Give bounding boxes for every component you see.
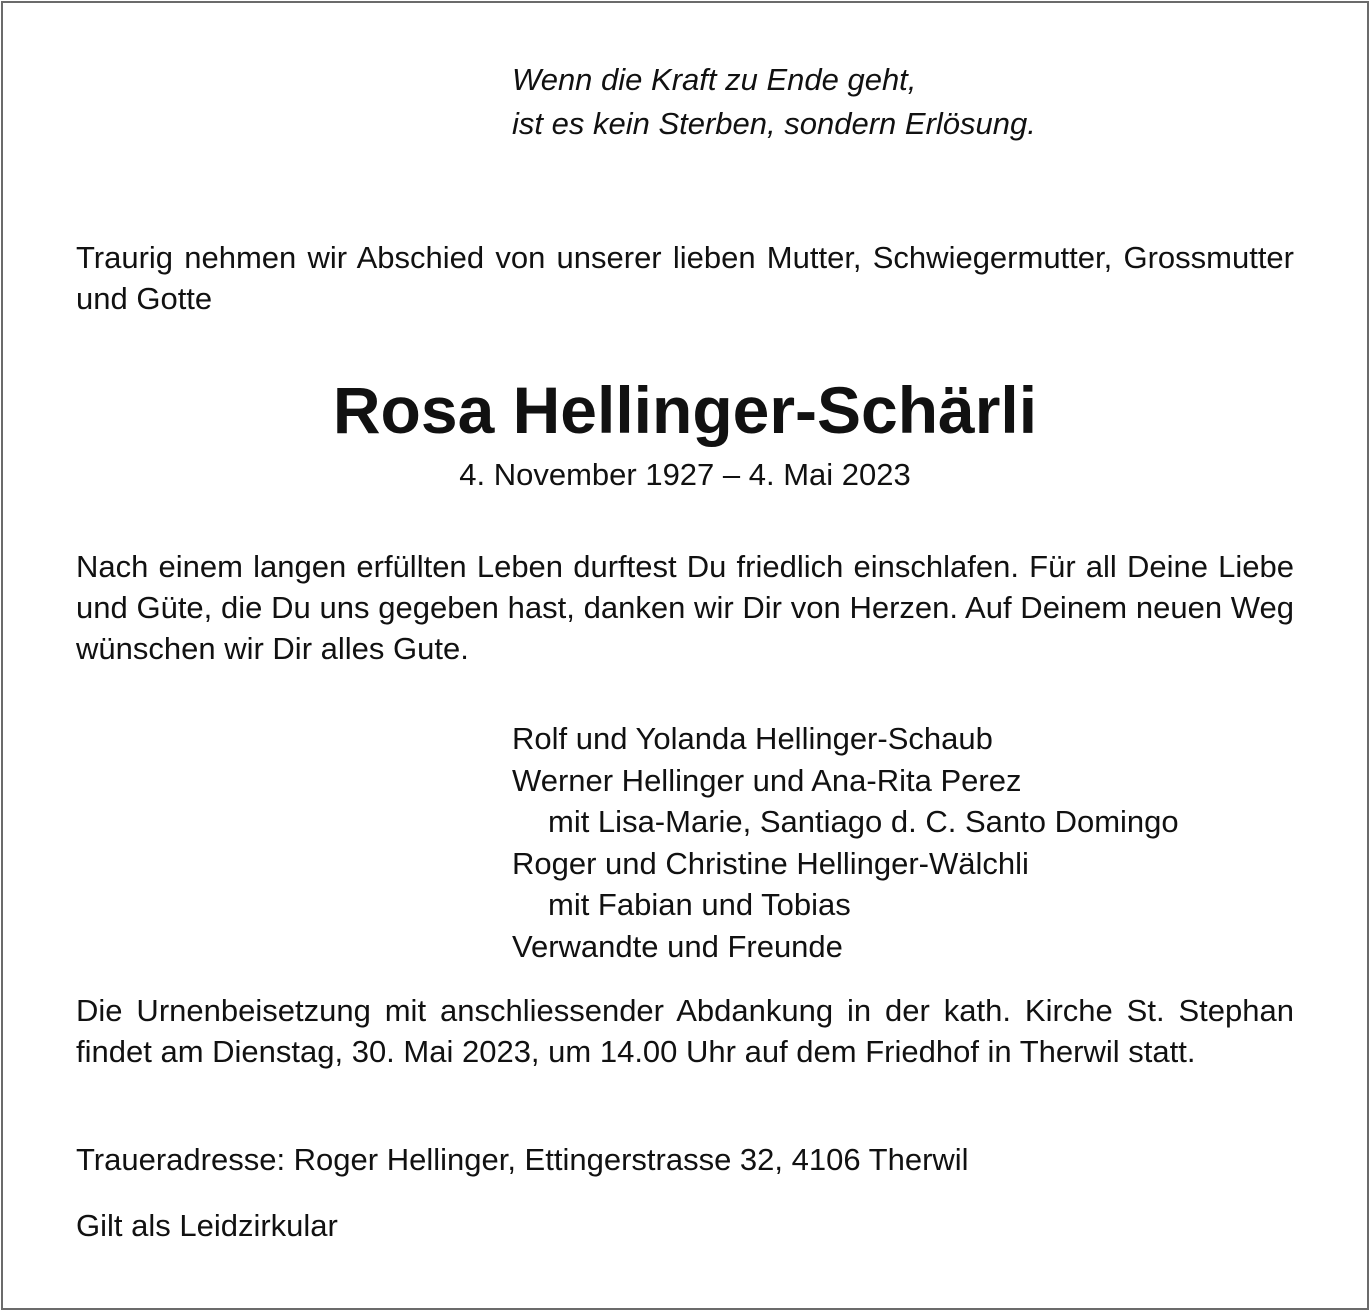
family-entry-children: mit Fabian und Tobias	[548, 887, 851, 922]
service-info: Die Urnenbeisetzung mit anschliessender Abdankung in der kath. Kirche St. Stephan findet am Dienstag, 30. Mai 2023, um 14.00 Uhr auf dem Friedhof in Therwil statt.	[76, 993, 1294, 1069]
family-entry: Werner Hellinger und Ana-Rita Perez	[512, 762, 1022, 798]
circular-note: Gilt als Leidzirkular	[76, 1208, 338, 1243]
deceased-name: Rosa Hellinger-Schärli	[332, 373, 1038, 447]
family-entry: Roger und Christine Hellinger-Wälchli	[512, 845, 1029, 881]
family-list	[512, 718, 1179, 967]
tribute-text: Nach einem langen erfüllten Leben durftest Du friedlich einschlafen. Für all Deine Liebe und Güte, die Du uns gegeben hast, danken wir Dir von Herzen. Auf Deinem neuen Weg wünschen wir Dir alles Gute.	[76, 549, 1294, 666]
mourning-address: Traueradresse: Roger Hellinger, Ettingerstrasse 32, 4106 Therwil	[76, 1142, 969, 1177]
quote-line-1: Wenn die Kraft zu Ende geht,	[512, 62, 917, 97]
family-entry: Rolf und Yolanda Hellinger-Schaub	[512, 721, 993, 756]
family-entry-children: mit Lisa-Marie, Santiago d. C. Santo Domingo	[548, 804, 1179, 839]
intro-text: Traurig nehmen wir Abschied von unserer lieben Mutter, Schwiegermutter, Grossmutter und Gotte	[76, 240, 1294, 316]
life-dates: 4. November 1927 – 4. Mai 2023	[459, 457, 911, 492]
quote-line-2: ist es kein Sterben, sondern Erlösung.	[512, 106, 1036, 141]
epitaph-quote	[512, 58, 1036, 146]
family-entry: Verwandte und Freunde	[512, 928, 843, 964]
